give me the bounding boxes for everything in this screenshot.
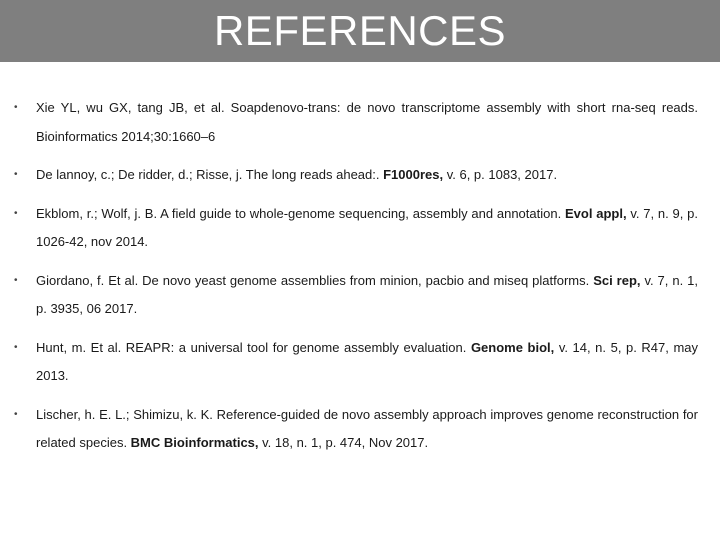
reference-item	[14, 267, 698, 324]
bullet-icon: •	[14, 408, 18, 420]
reference-text: Lischer, h. E. L.; Shimizu, k. K. Reference-guided de novo assembly approach improves genome reconstruction for related species.	[36, 406, 698, 450]
reference-details: v. 14, n. 5, p. R47, may 2013.	[36, 339, 699, 383]
reference-text: Hunt, m. Et al. REAPR: a universal tool for genome assembly evaluation.	[36, 339, 471, 355]
reference-text: Giordano, f. Et al. De novo yeast genome assemblies from minion, pacbio and miseq platforms.	[36, 272, 594, 288]
bullet-icon: •	[14, 207, 18, 219]
reference-text: De lannoy, c.; De ridder, d.; Risse, j. The long reads ahead:.	[36, 167, 384, 182]
reference-item	[14, 94, 698, 151]
reference-details: v. 18, n. 1, p. 474, Nov 2017.	[258, 435, 429, 450]
reference-item	[14, 401, 698, 458]
journal-name: BMC Bioinformatics,	[130, 435, 259, 450]
reference-details: v. 6, p. 1083, 2017.	[443, 167, 558, 182]
reference-details: v. 7, n. 9, p. 1026-42, nov 2014.	[36, 205, 698, 249]
reference-details: v. 7, n. 1, p. 3935, 06 2017.	[36, 272, 698, 316]
reference-item	[14, 200, 698, 257]
reference-list	[14, 94, 698, 468]
journal-name: Genome biol,	[470, 339, 555, 355]
journal-name: Evol appl,	[564, 205, 627, 221]
reference-item	[14, 161, 698, 190]
bullet-icon: •	[14, 341, 18, 353]
reference-text: Xie YL, wu GX, tang JB, et al. Soapdenovo-trans: de novo transcriptome assembly with short rna-seq reads. Bioinformatics 2014;30:1660–6	[36, 100, 698, 144]
journal-name: F1000res,	[383, 167, 444, 182]
journal-name: Sci rep,	[593, 272, 641, 288]
bullet-icon: •	[14, 169, 18, 180]
bullet-icon: •	[14, 274, 18, 286]
bullet-icon: •	[14, 102, 18, 113]
reference-item	[14, 334, 698, 391]
title-bar	[0, 0, 720, 62]
slide-title: REFERENCES	[213, 7, 507, 54]
reference-text: Ekblom, r.; Wolf, j. B. A field guide to whole-genome sequencing, assembly and annotation.	[36, 205, 565, 221]
